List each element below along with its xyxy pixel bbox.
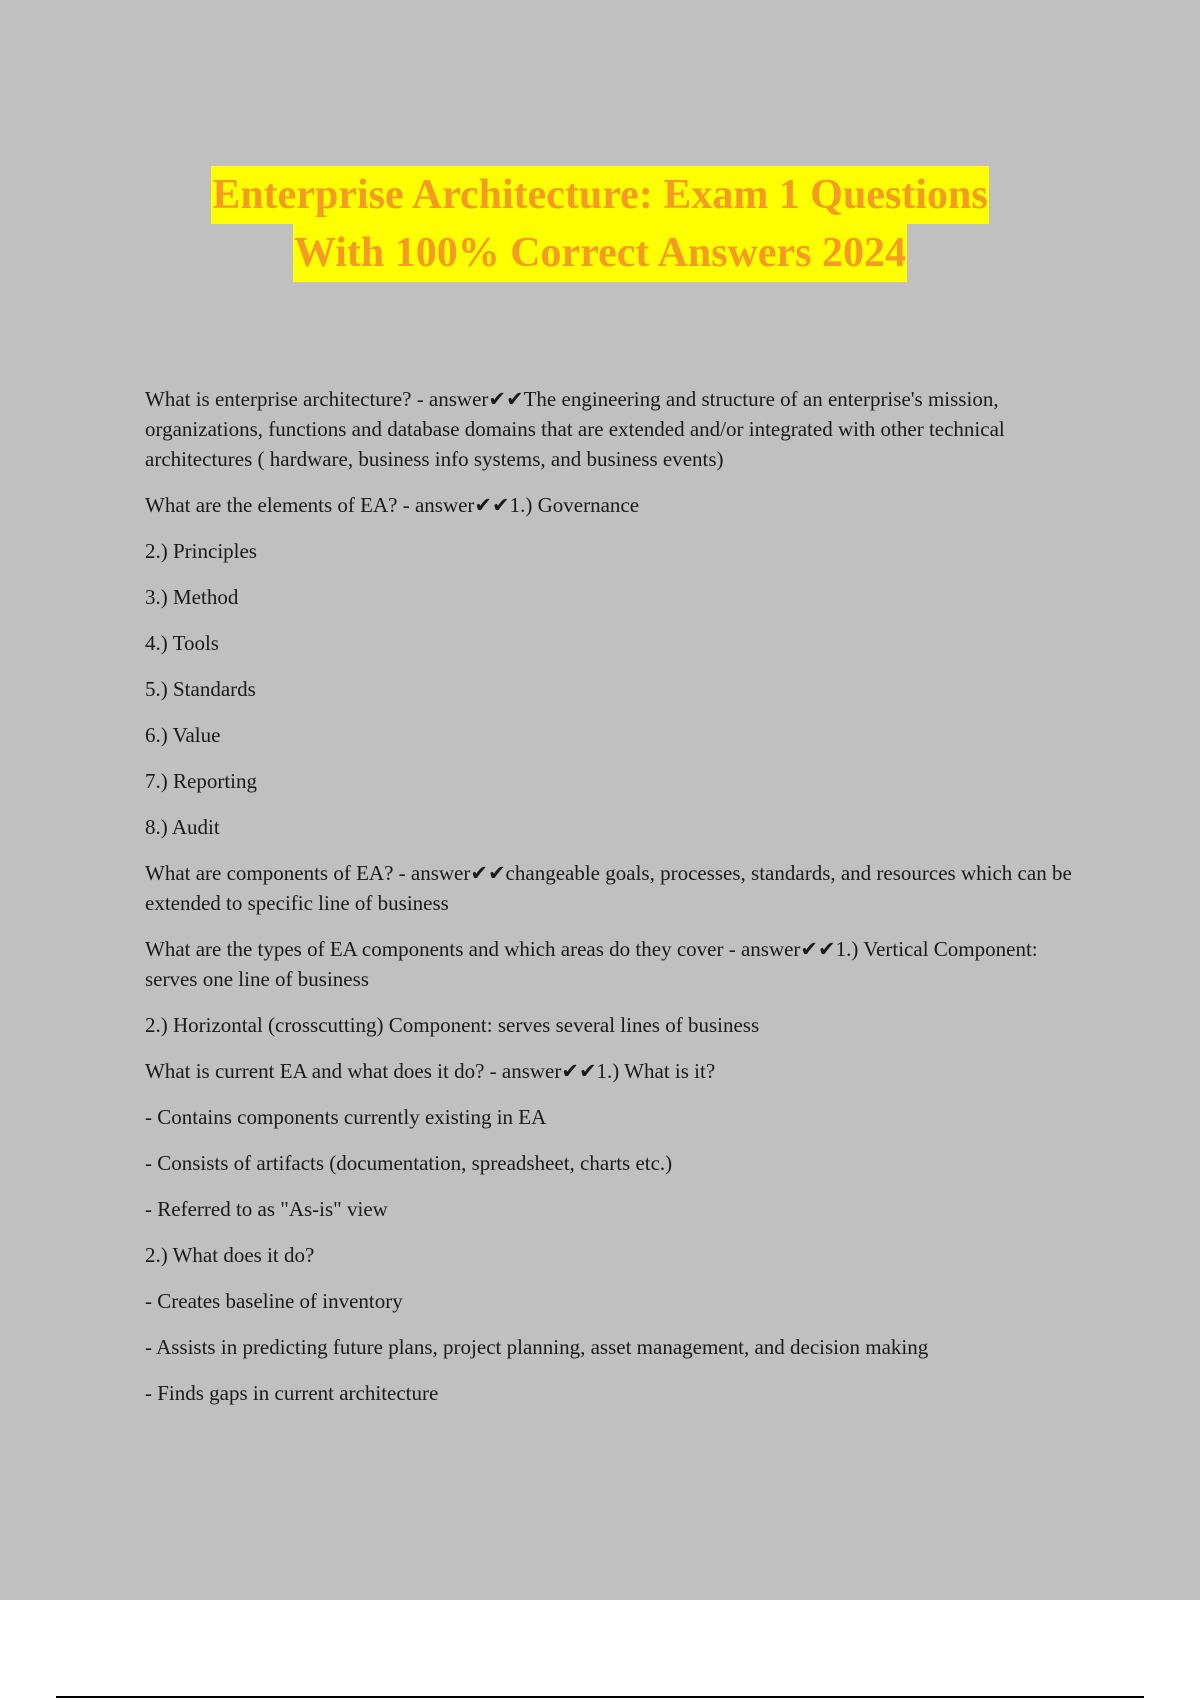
paragraph: What is current EA and what does it do? - answer✔✔1.) What is it?: [145, 1059, 716, 1083]
list-item: - Referred to as "As-is" view: [145, 1197, 388, 1221]
document-title: [0, 166, 1200, 282]
paragraph: What are components of EA? - answer✔✔changeable goals, processes, standards, and resources which can be extended to specific line of business: [145, 861, 1072, 915]
list-item: 3.) Method: [145, 585, 239, 609]
list-item: - Creates baseline of inventory: [145, 1289, 403, 1313]
document-body: [145, 384, 1085, 1424]
paragraph: What are the types of EA components and which areas do they cover - answer✔✔1.) Vertical Component: serves one line of business: [145, 937, 1038, 991]
footer-divider: [56, 1696, 1144, 1698]
list-item: - Assists in predicting future plans, project planning, asset management, and decision making: [145, 1335, 929, 1359]
list-item: 2.) Horizontal (crosscutting) Component: serves several lines of business: [145, 1013, 760, 1037]
list-item: - Finds gaps in current architecture: [145, 1381, 439, 1405]
paragraph: What are the elements of EA? - answer✔✔1.) Governance: [145, 493, 640, 517]
list-item: 6.) Value: [145, 723, 221, 747]
list-item: 7.) Reporting: [145, 769, 257, 793]
title-line-2: With 100% Correct Answers 2024: [293, 224, 907, 282]
title-line-1: Enterprise Architecture: Exam 1 Questions: [211, 166, 988, 224]
list-item: 2.) Principles: [145, 539, 257, 563]
list-item: 8.) Audit: [145, 815, 220, 839]
paragraph: What is enterprise architecture? - answer✔✔The engineering and structure of an enterprise's mission, organizations, functions and database domains that are extended and/or integrated with other technical architectures ( hardware, business info systems, and business events): [145, 387, 1005, 471]
list-item: 2.) What does it do?: [145, 1243, 315, 1267]
list-item: 5.) Standards: [145, 677, 256, 701]
page-footer: [0, 1600, 1200, 1700]
list-item: 4.) Tools: [145, 631, 219, 655]
list-item: - Contains components currently existing in EA: [145, 1105, 547, 1129]
list-item: - Consists of artifacts (documentation, spreadsheet, charts etc.): [145, 1151, 673, 1175]
